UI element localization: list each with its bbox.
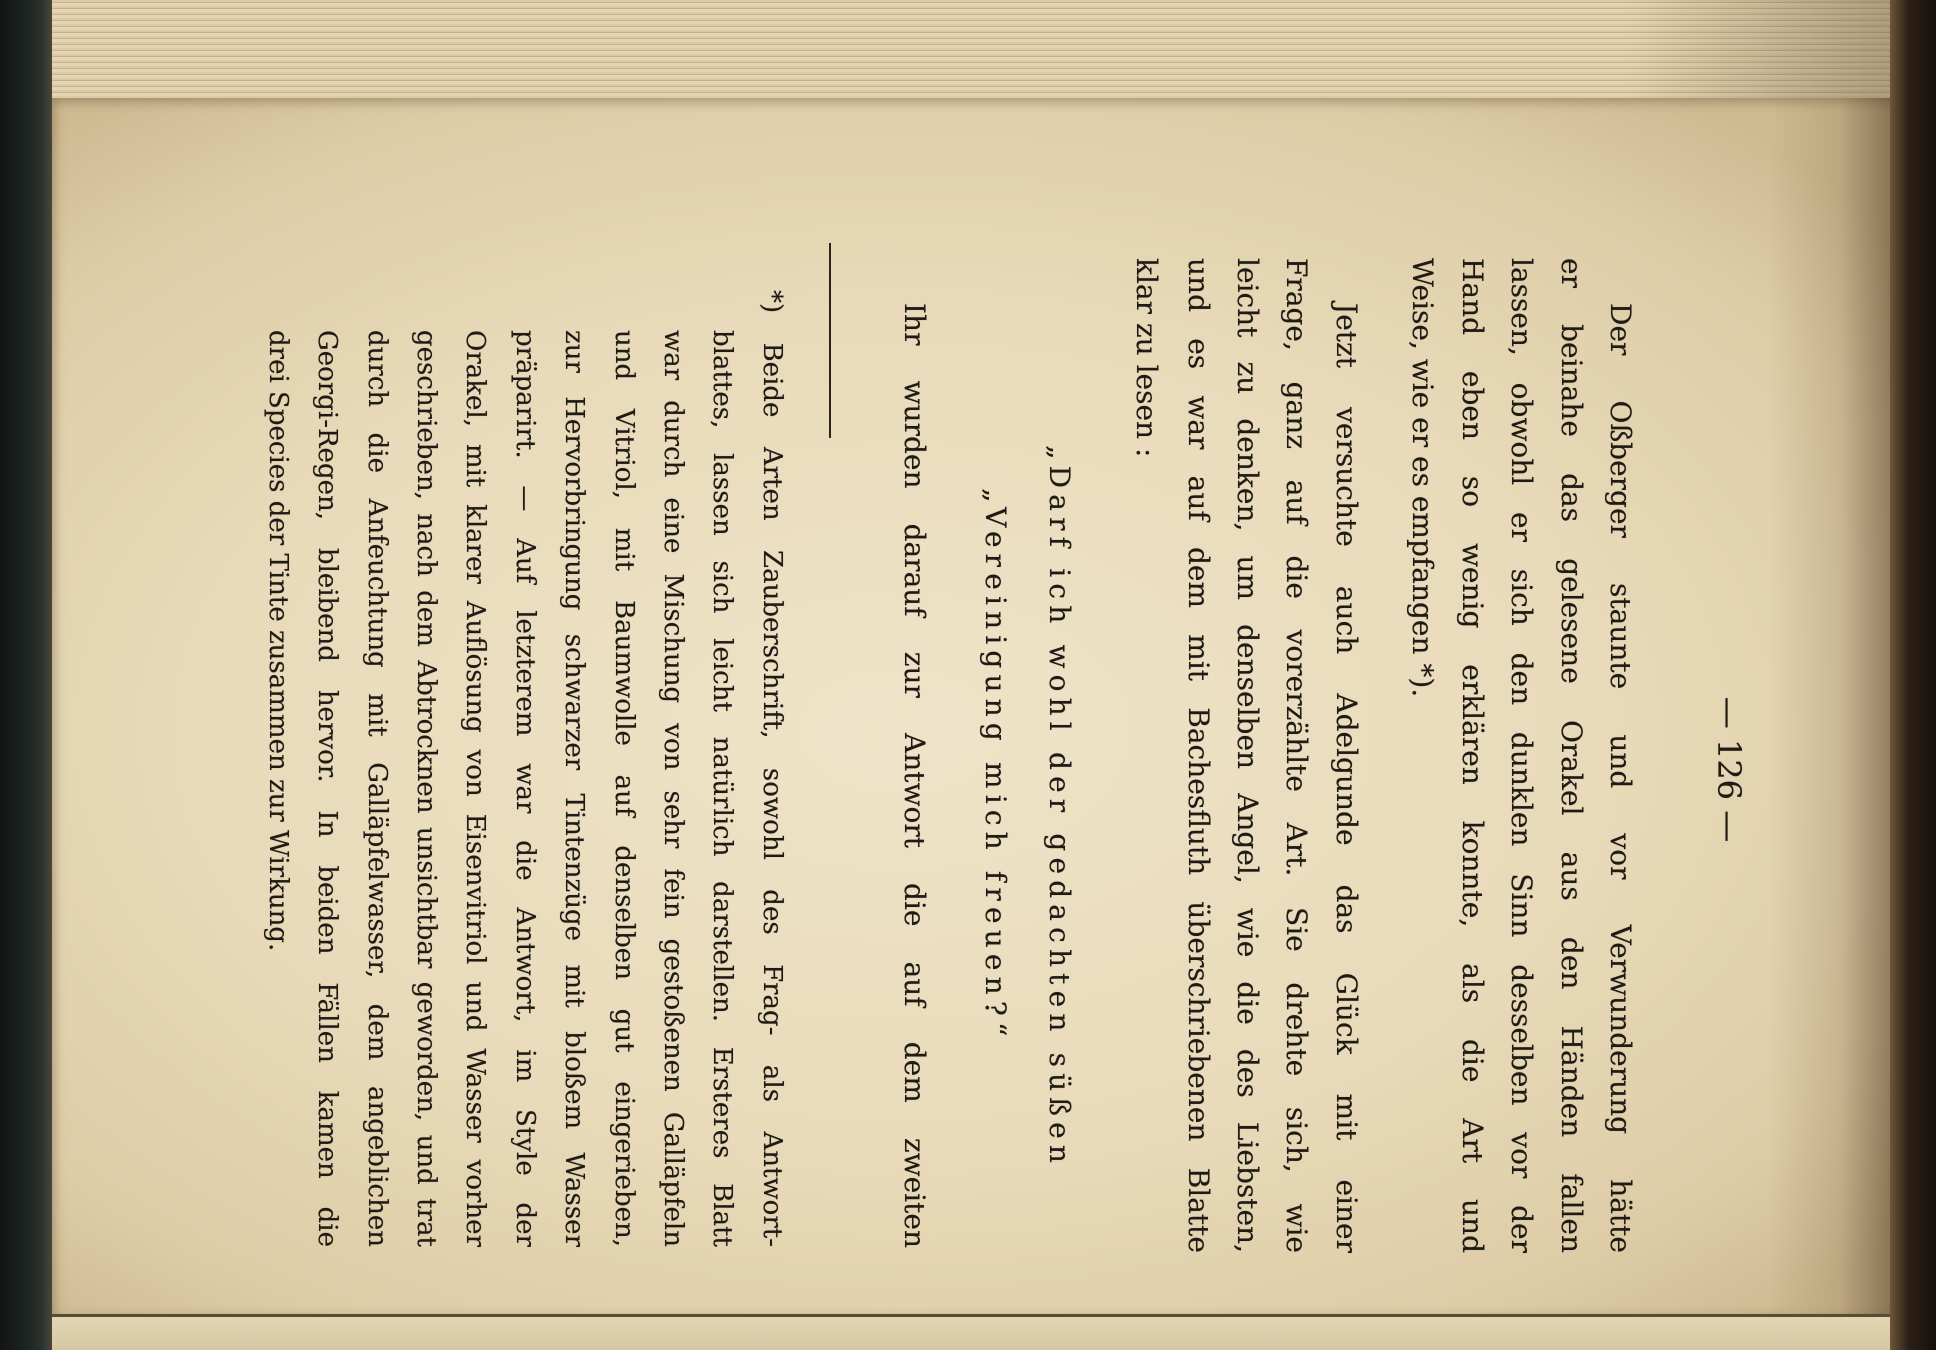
- page-number: — 126 —: [1710, 696, 1748, 843]
- verse-line: „Darf ich wohl der gedachten süßen: [1043, 445, 1076, 1170]
- body-line: Jetzt versuchte auch Adelgunde das Glück mit einer: [1330, 303, 1363, 1253]
- gutter-shadow: [1768, 98, 1898, 1316]
- footnote-line: durch die Anfeuchtung mit Galläpfelwasser, dem angeblichen: [362, 330, 392, 1247]
- book-cover-edge: [0, 0, 52, 1350]
- body-line: Weise, wie er es empfangen *).: [1406, 258, 1439, 698]
- footnote-marker: *): [757, 290, 787, 314]
- page-text-block: [240, 0, 1760, 1350]
- footnote-line: Orakel, mit klarer Auflösung von Eisenvitriol und Wasser vorher: [460, 330, 490, 1247]
- body-line: klar zu lesen :: [1130, 258, 1163, 458]
- body-line: lassen, obwohl er sich den dunklen Sinn desselben vor der: [1505, 258, 1538, 1253]
- footnote-line: war durch eine Mischung von sehr fein gestoßenen Galläpfeln: [658, 330, 688, 1247]
- footnote-line: geschrieben, nach dem Abtrocknen unsichtbar geworden, und trat: [411, 330, 441, 1247]
- body-line: Der Oßberger staunte und vor Verwunderung hätte: [1604, 303, 1637, 1253]
- book-binding: [1890, 0, 1936, 1350]
- body-line: Frage, ganz auf die vorerzählte Art. Sie drehte sich, wie: [1280, 258, 1313, 1253]
- body-line: er beinahe das gelesene Orakel aus den Händen fallen: [1555, 258, 1588, 1253]
- body-line: leicht zu denken, um denselben Angel, wie die des Liebsten,: [1231, 258, 1264, 1253]
- verse-line: „Vereinigung mich freuen?“: [979, 488, 1012, 1043]
- footnote-line: präparirt. — Auf letzterem war die Antwort, im Style der: [510, 330, 540, 1247]
- body-line: und es war auf dem mit Bachesfluth überschriebenen Blatte: [1182, 258, 1215, 1253]
- footnote-line: Georgi-Regen, bleibend hervor. In beiden Fällen kamen die: [312, 330, 342, 1247]
- footnote-line: [753, 290, 791, 1247]
- body-line: Hand eben so wenig erklären konnte, als die Art und: [1456, 258, 1489, 1253]
- footnote-line: und Vitriol, mit Baumwolle auf denselben gut eingerieben,: [609, 330, 639, 1247]
- footnote-line: drei Species der Tinte zusammen zur Wirkung.: [263, 330, 293, 952]
- footnote-line: zur Hervorbringung schwarzer Tintenzüge mit bloßem Wasser: [559, 330, 589, 1247]
- body-line: Ihr wurden darauf zur Antwort die auf dem zweiten: [898, 303, 931, 1248]
- footnote-line: blattes, lassen sich leicht natürlich darstellen. Ersteres Blatt: [707, 330, 737, 1247]
- footnote-separator: [829, 243, 831, 438]
- footnote-text: Beide Arten Zauberschrift, sowohl des Frag- als Antwort-: [757, 342, 787, 1248]
